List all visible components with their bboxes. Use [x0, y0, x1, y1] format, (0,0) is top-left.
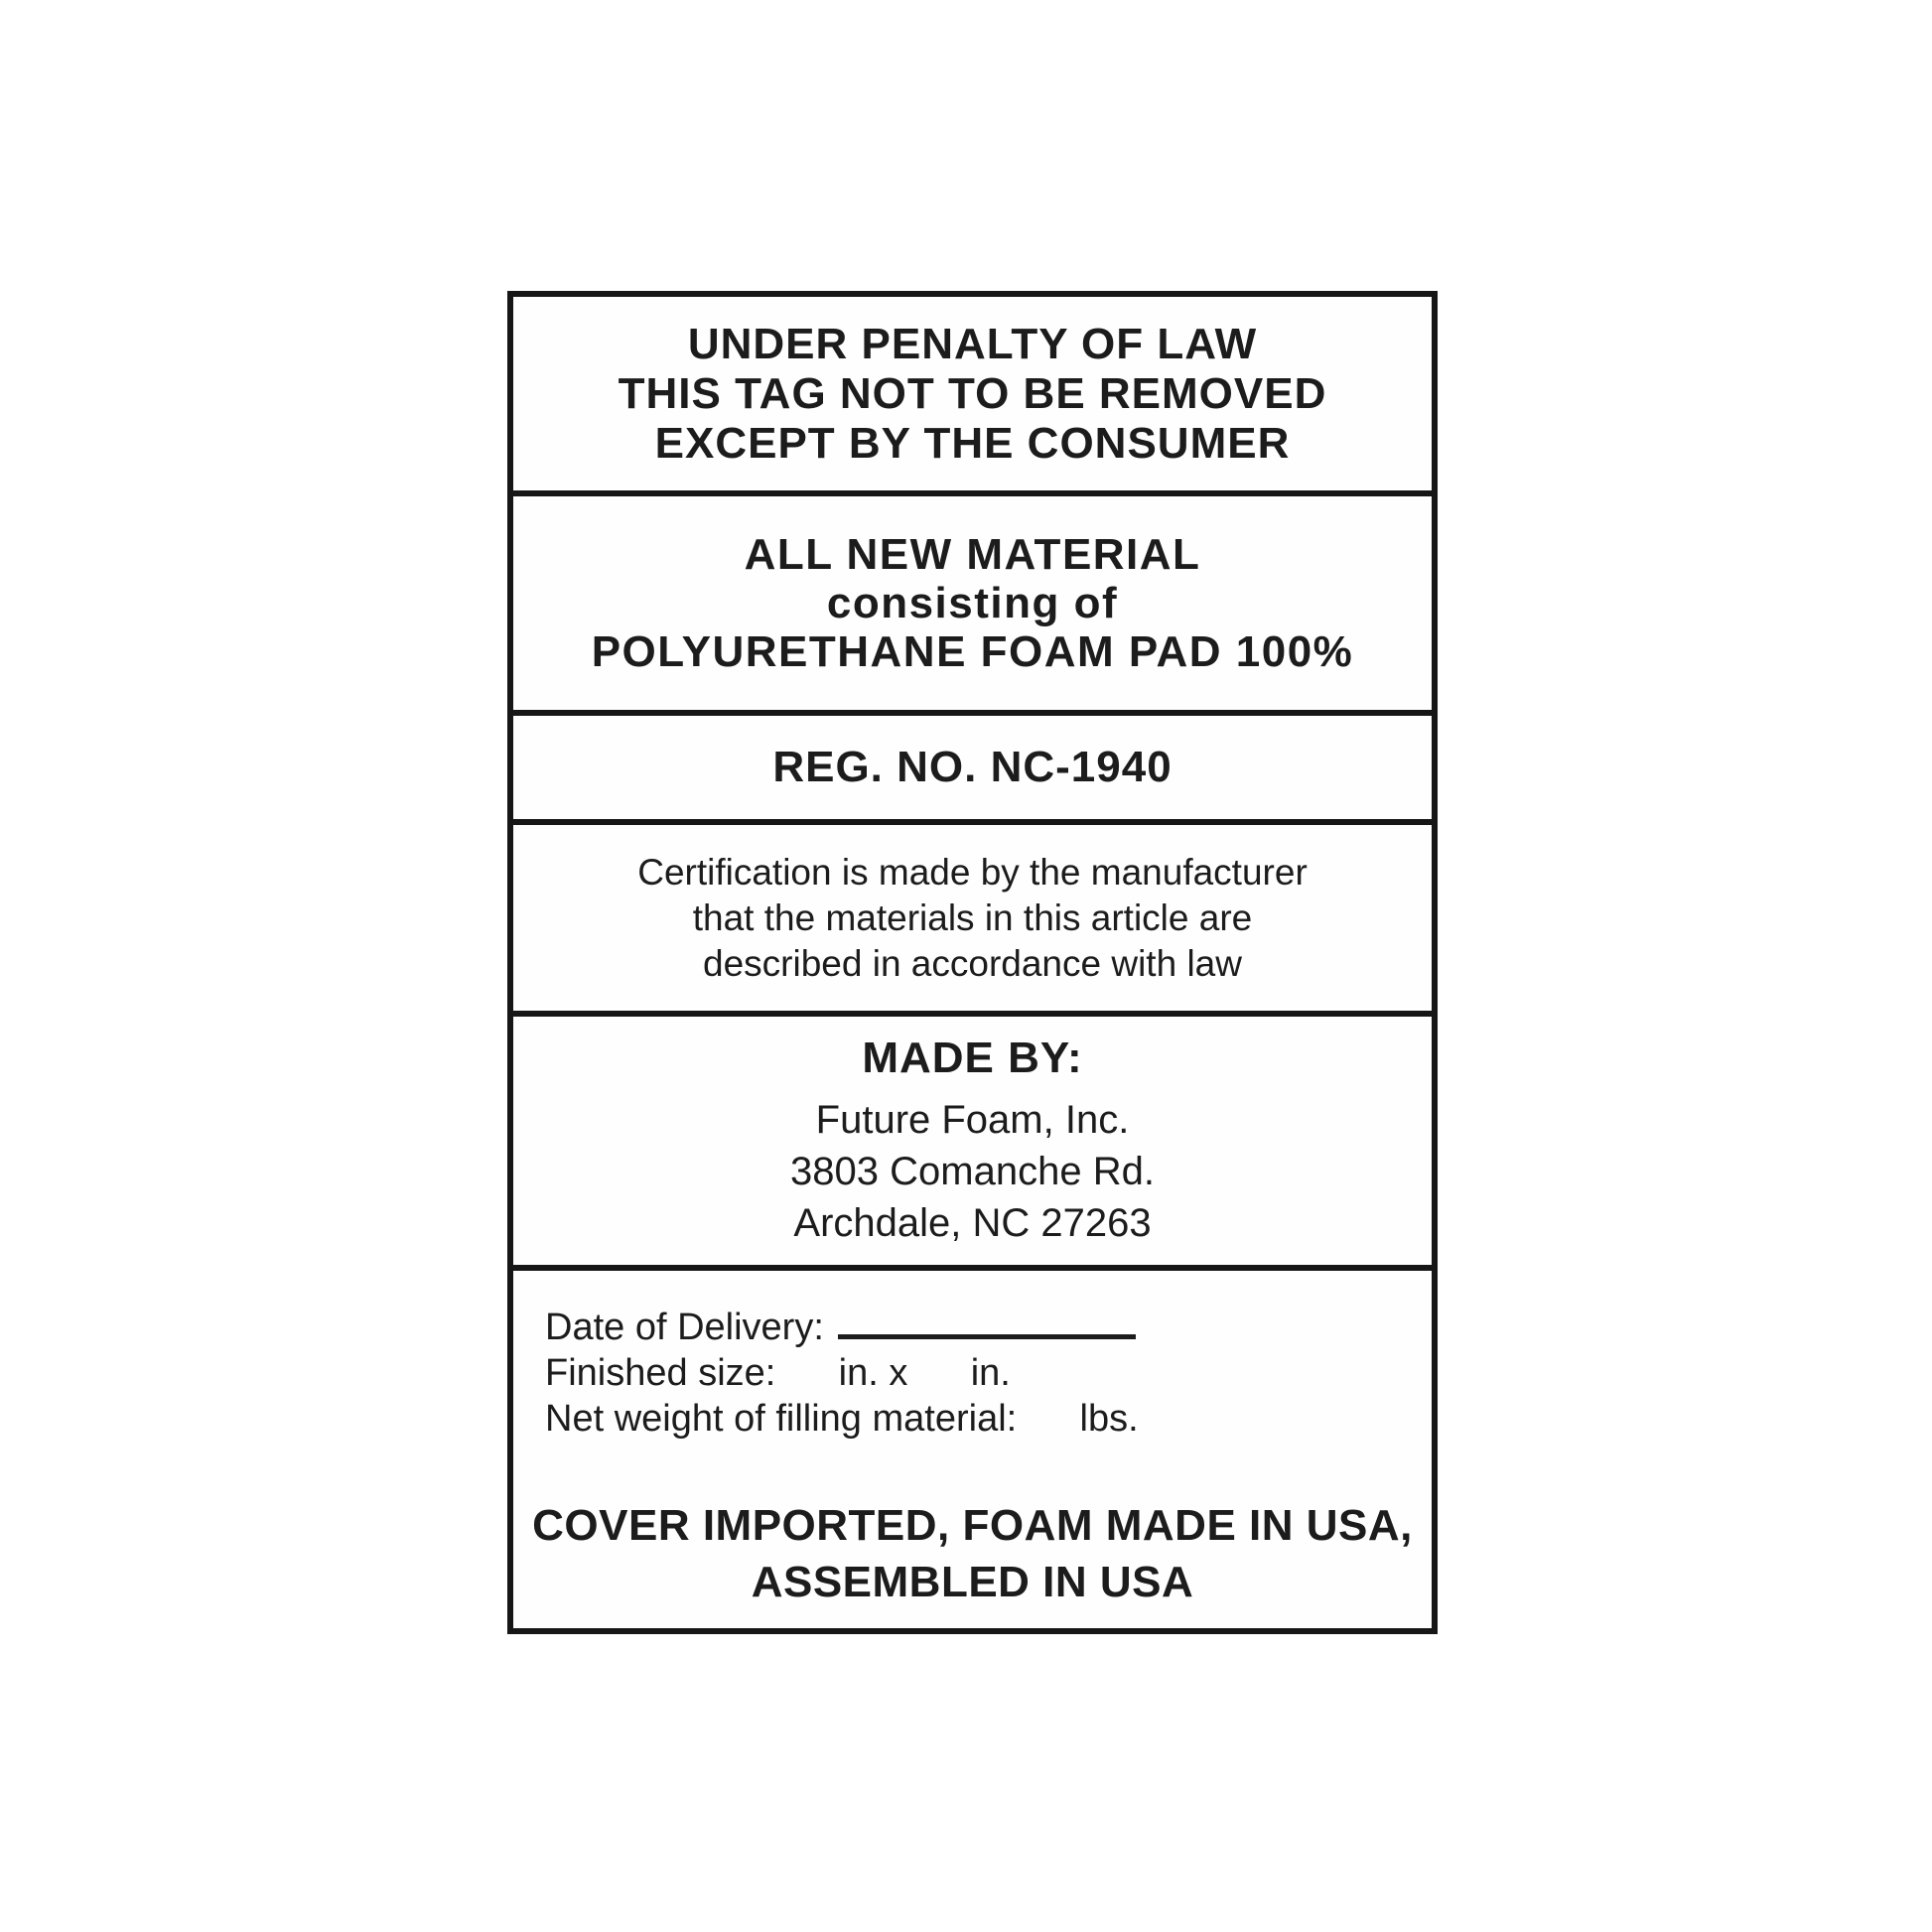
- origin-statement: [513, 1497, 1432, 1628]
- net-weight-field: Net weight of filling material: lbs.: [545, 1398, 1139, 1440]
- origin-line-2: ASSEMBLED IN USA: [751, 1558, 1194, 1606]
- certification-line-2: that the materials in this article are: [692, 897, 1253, 938]
- penalty-line-3: EXCEPT BY THE CONSUMER: [654, 418, 1291, 468]
- manufacturer-street: 3803 Comanche Rd.: [790, 1150, 1155, 1193]
- date-of-delivery-field: [545, 1301, 1432, 1350]
- certification-line-3: described in accordance with law: [703, 942, 1242, 984]
- penalty-notice-section: [513, 297, 1432, 496]
- law-label: [507, 291, 1438, 1634]
- date-of-delivery-blank-line: [838, 1301, 1136, 1339]
- material-line-3: POLYURETHANE FOAM PAD 100%: [591, 627, 1354, 676]
- certification-line-1: Certification is made by the manufacturer: [637, 851, 1308, 893]
- penalty-line-2: THIS TAG NOT TO BE REMOVED: [618, 368, 1327, 418]
- date-of-delivery-label: Date of Delivery:: [545, 1307, 824, 1348]
- material-contents-section: [513, 496, 1432, 716]
- finished-size-field: Finished size: in. x in.: [545, 1352, 1011, 1394]
- manufacturer-section: [513, 1017, 1432, 1271]
- made-by-heading: MADE BY:: [862, 1034, 1083, 1082]
- manufacturer-name: Future Foam, Inc.: [815, 1098, 1130, 1142]
- origin-line-1: COVER IMPORTED, FOAM MADE IN USA,: [532, 1501, 1413, 1550]
- registration-number: REG. NO. NC-1940: [772, 743, 1173, 791]
- registration-number-section: [513, 716, 1432, 825]
- manufacturer-city-state-zip: Archdale, NC 27263: [793, 1201, 1152, 1245]
- certification-statement-section: [513, 825, 1432, 1017]
- penalty-line-1: UNDER PENALTY OF LAW: [687, 319, 1258, 368]
- delivery-details-section: [513, 1271, 1432, 1628]
- fill-in-fields: [513, 1271, 1432, 1442]
- material-line-1: ALL NEW MATERIAL: [744, 530, 1201, 579]
- material-line-2: consisting of: [826, 579, 1119, 627]
